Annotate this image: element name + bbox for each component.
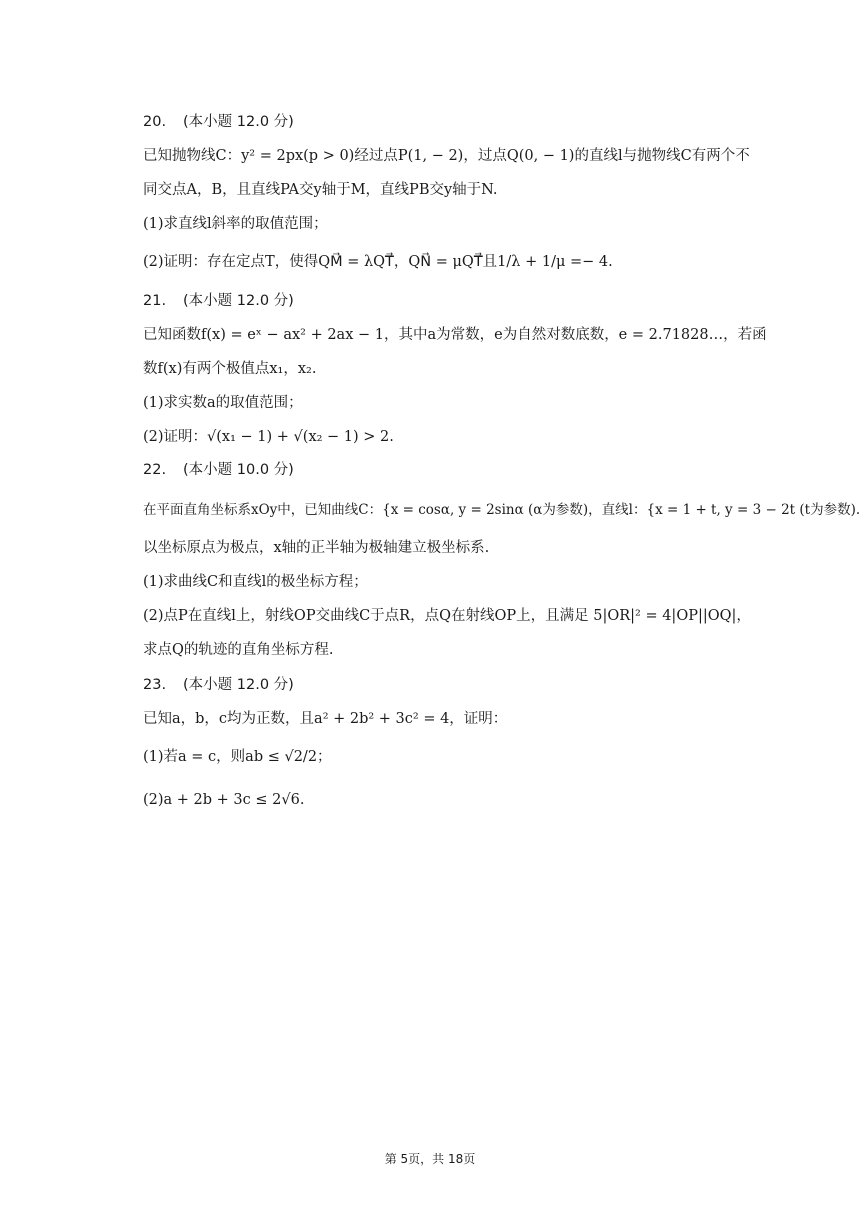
q20-part-2: (2)证明：存在定点T，使得QM⃗ = λQT⃗，QN⃗ = μQT⃗且1/λ + 1/μ =− 4. <box>143 254 613 270</box>
q20-part-1: (1)求直线l斜率的取值范围； <box>143 216 328 232</box>
page-footer: 第 5页，共 18页 <box>384 1152 476 1166</box>
question-20-header <box>143 112 760 132</box>
q21-part-2: (2)证明：√(x₁ − 1) + √(x₂ − 1) > 2. <box>143 429 394 445</box>
q22-line: 以坐标原点为极点，x轴的正半轴为极轴建立极坐标系. <box>143 540 490 556</box>
q22-line: 在平面直角坐标系xOy中，已知曲线C：{x = cosα, y = 2sinα (α为参数)，直线l：{x = 1 + t, y = 3 − 2t (t为参数). <box>143 502 860 518</box>
q21-line: 数f(x)有两个极值点x₁，x₂. <box>143 361 317 377</box>
q22-line: 求点Q的轨迹的直角坐标方程. <box>143 642 334 658</box>
question-score: (本小题 10.0 分) <box>183 462 294 478</box>
question-23-header <box>143 675 760 695</box>
q23-part-2: (2)a + 2b + 3c ≤ 2√6. <box>143 792 305 808</box>
q22-part-2: (2)点P在直线l上，射线OP交曲线C于点R，点Q在射线OP上，且满足 5|OR|² = 4|OP||OQ|， <box>143 608 751 624</box>
question-22-header <box>143 460 760 480</box>
q21-part-1: (1)求实数a的取值范围； <box>143 395 303 411</box>
q20-line: 同交点A，B，且直线PA交y轴于M，直线PB交y轴于N. <box>143 182 498 198</box>
question-number: 20. <box>143 114 167 130</box>
q23-line: 已知a，b，c均为正数，且a² + 2b² + 3c² = 4，证明： <box>143 711 508 727</box>
q20-line: 已知抛物线C：y² = 2px(p > 0)经过点P(1, − 2)，过点Q(0, − 1)的直线l与抛物线C有两个不 <box>143 148 750 164</box>
question-number: 23. <box>143 677 167 693</box>
question-score: (本小题 12.0 分) <box>183 677 294 693</box>
q23-part-1: (1)若a = c，则ab ≤ √2/2； <box>143 749 332 765</box>
question-score: (本小题 12.0 分) <box>183 114 294 130</box>
question-score: (本小题 12.0 分) <box>183 293 294 309</box>
question-number: 21. <box>143 293 167 309</box>
question-number: 22. <box>143 462 167 478</box>
q22-part-1: (1)求曲线C和直线l的极坐标方程； <box>143 574 368 590</box>
q21-line: 已知函数f(x) = eˣ − ax² + 2ax − 1，其中a为常数，e为自然对数底数，e = 2.71828…，若函 <box>143 327 767 343</box>
question-21-header <box>143 291 760 311</box>
